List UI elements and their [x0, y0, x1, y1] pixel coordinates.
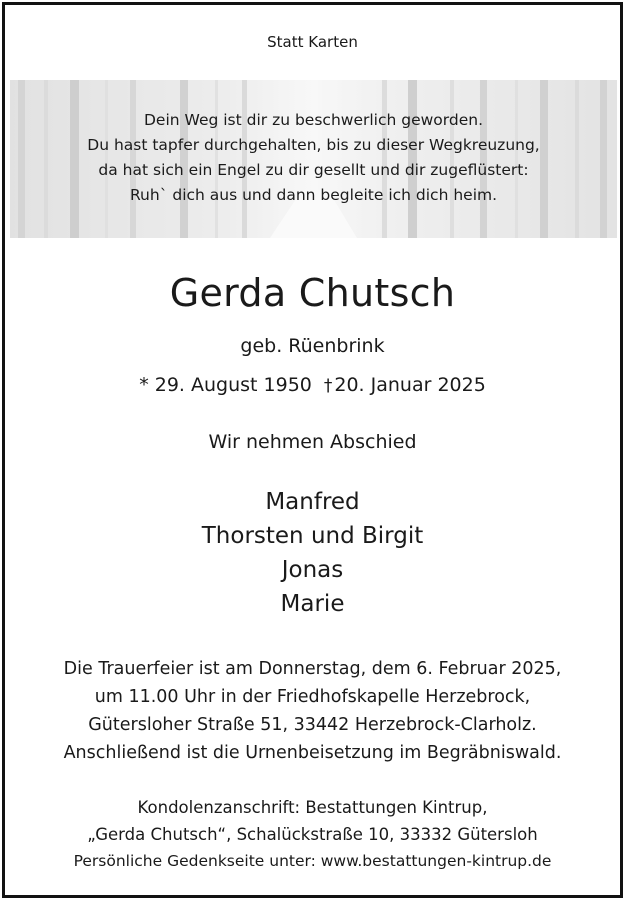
- forest-path-image: [10, 80, 617, 238]
- poem-line: Dein Weg ist dir zu beschwerlich geworden.: [144, 111, 483, 129]
- deceased-name: Gerda Chutsch: [169, 271, 456, 315]
- ceremony-details: [5, 655, 620, 767]
- poem-line: Ruh` dich aus und dann begleite ich dich heim.: [129, 186, 498, 204]
- ceremony-line: Anschließend ist die Urnenbeisetzung im Begräbniswald.: [63, 743, 562, 763]
- statt-karten-label: Statt Karten: [267, 33, 358, 51]
- condolence-line: Kondolenzanschrift: Bestattungen Kintrup,: [137, 798, 488, 817]
- farewell-text: Wir nehmen Abschied: [208, 431, 417, 453]
- family-list: [5, 485, 620, 621]
- family-member: Marie: [280, 591, 345, 617]
- family-member: Jonas: [281, 557, 344, 583]
- poem-line: Du hast tapfer durchgehalten, bis zu dieser Wegkreuzung,: [87, 136, 540, 154]
- obituary-card: [2, 2, 623, 898]
- poem-line: da hat sich ein Engel zu dir gesellt und dir zugeflüstert:: [98, 161, 529, 179]
- family-member: Manfred: [265, 489, 360, 515]
- condolence-line: „Gerda Chutsch“, Schalückstraße 10, 33332 Gütersloh: [87, 825, 538, 844]
- life-dates: [5, 374, 620, 396]
- cross-icon: †: [323, 376, 333, 396]
- ceremony-line: Die Trauerfeier ist am Donnerstag, dem 6. Februar 2025,: [63, 659, 562, 679]
- poem-text: [10, 108, 617, 208]
- birth-date: * 29. August 1950: [139, 374, 312, 396]
- death-date: 20. Januar 2025: [334, 374, 486, 396]
- family-member: Thorsten und Birgit: [201, 523, 424, 549]
- birth-name: geb. Rüenbrink: [240, 335, 385, 357]
- condolence-address: [5, 794, 620, 875]
- ceremony-line: Gütersloher Straße 51, 33442 Herzebrock-Clarholz.: [88, 715, 537, 735]
- memorial-page-line: Persönliche Gedenkseite unter: www.bestattungen-kintrup.de: [73, 852, 552, 870]
- ceremony-line: um 11.00 Uhr in der Friedhofskapelle Herzebrock,: [94, 687, 531, 707]
